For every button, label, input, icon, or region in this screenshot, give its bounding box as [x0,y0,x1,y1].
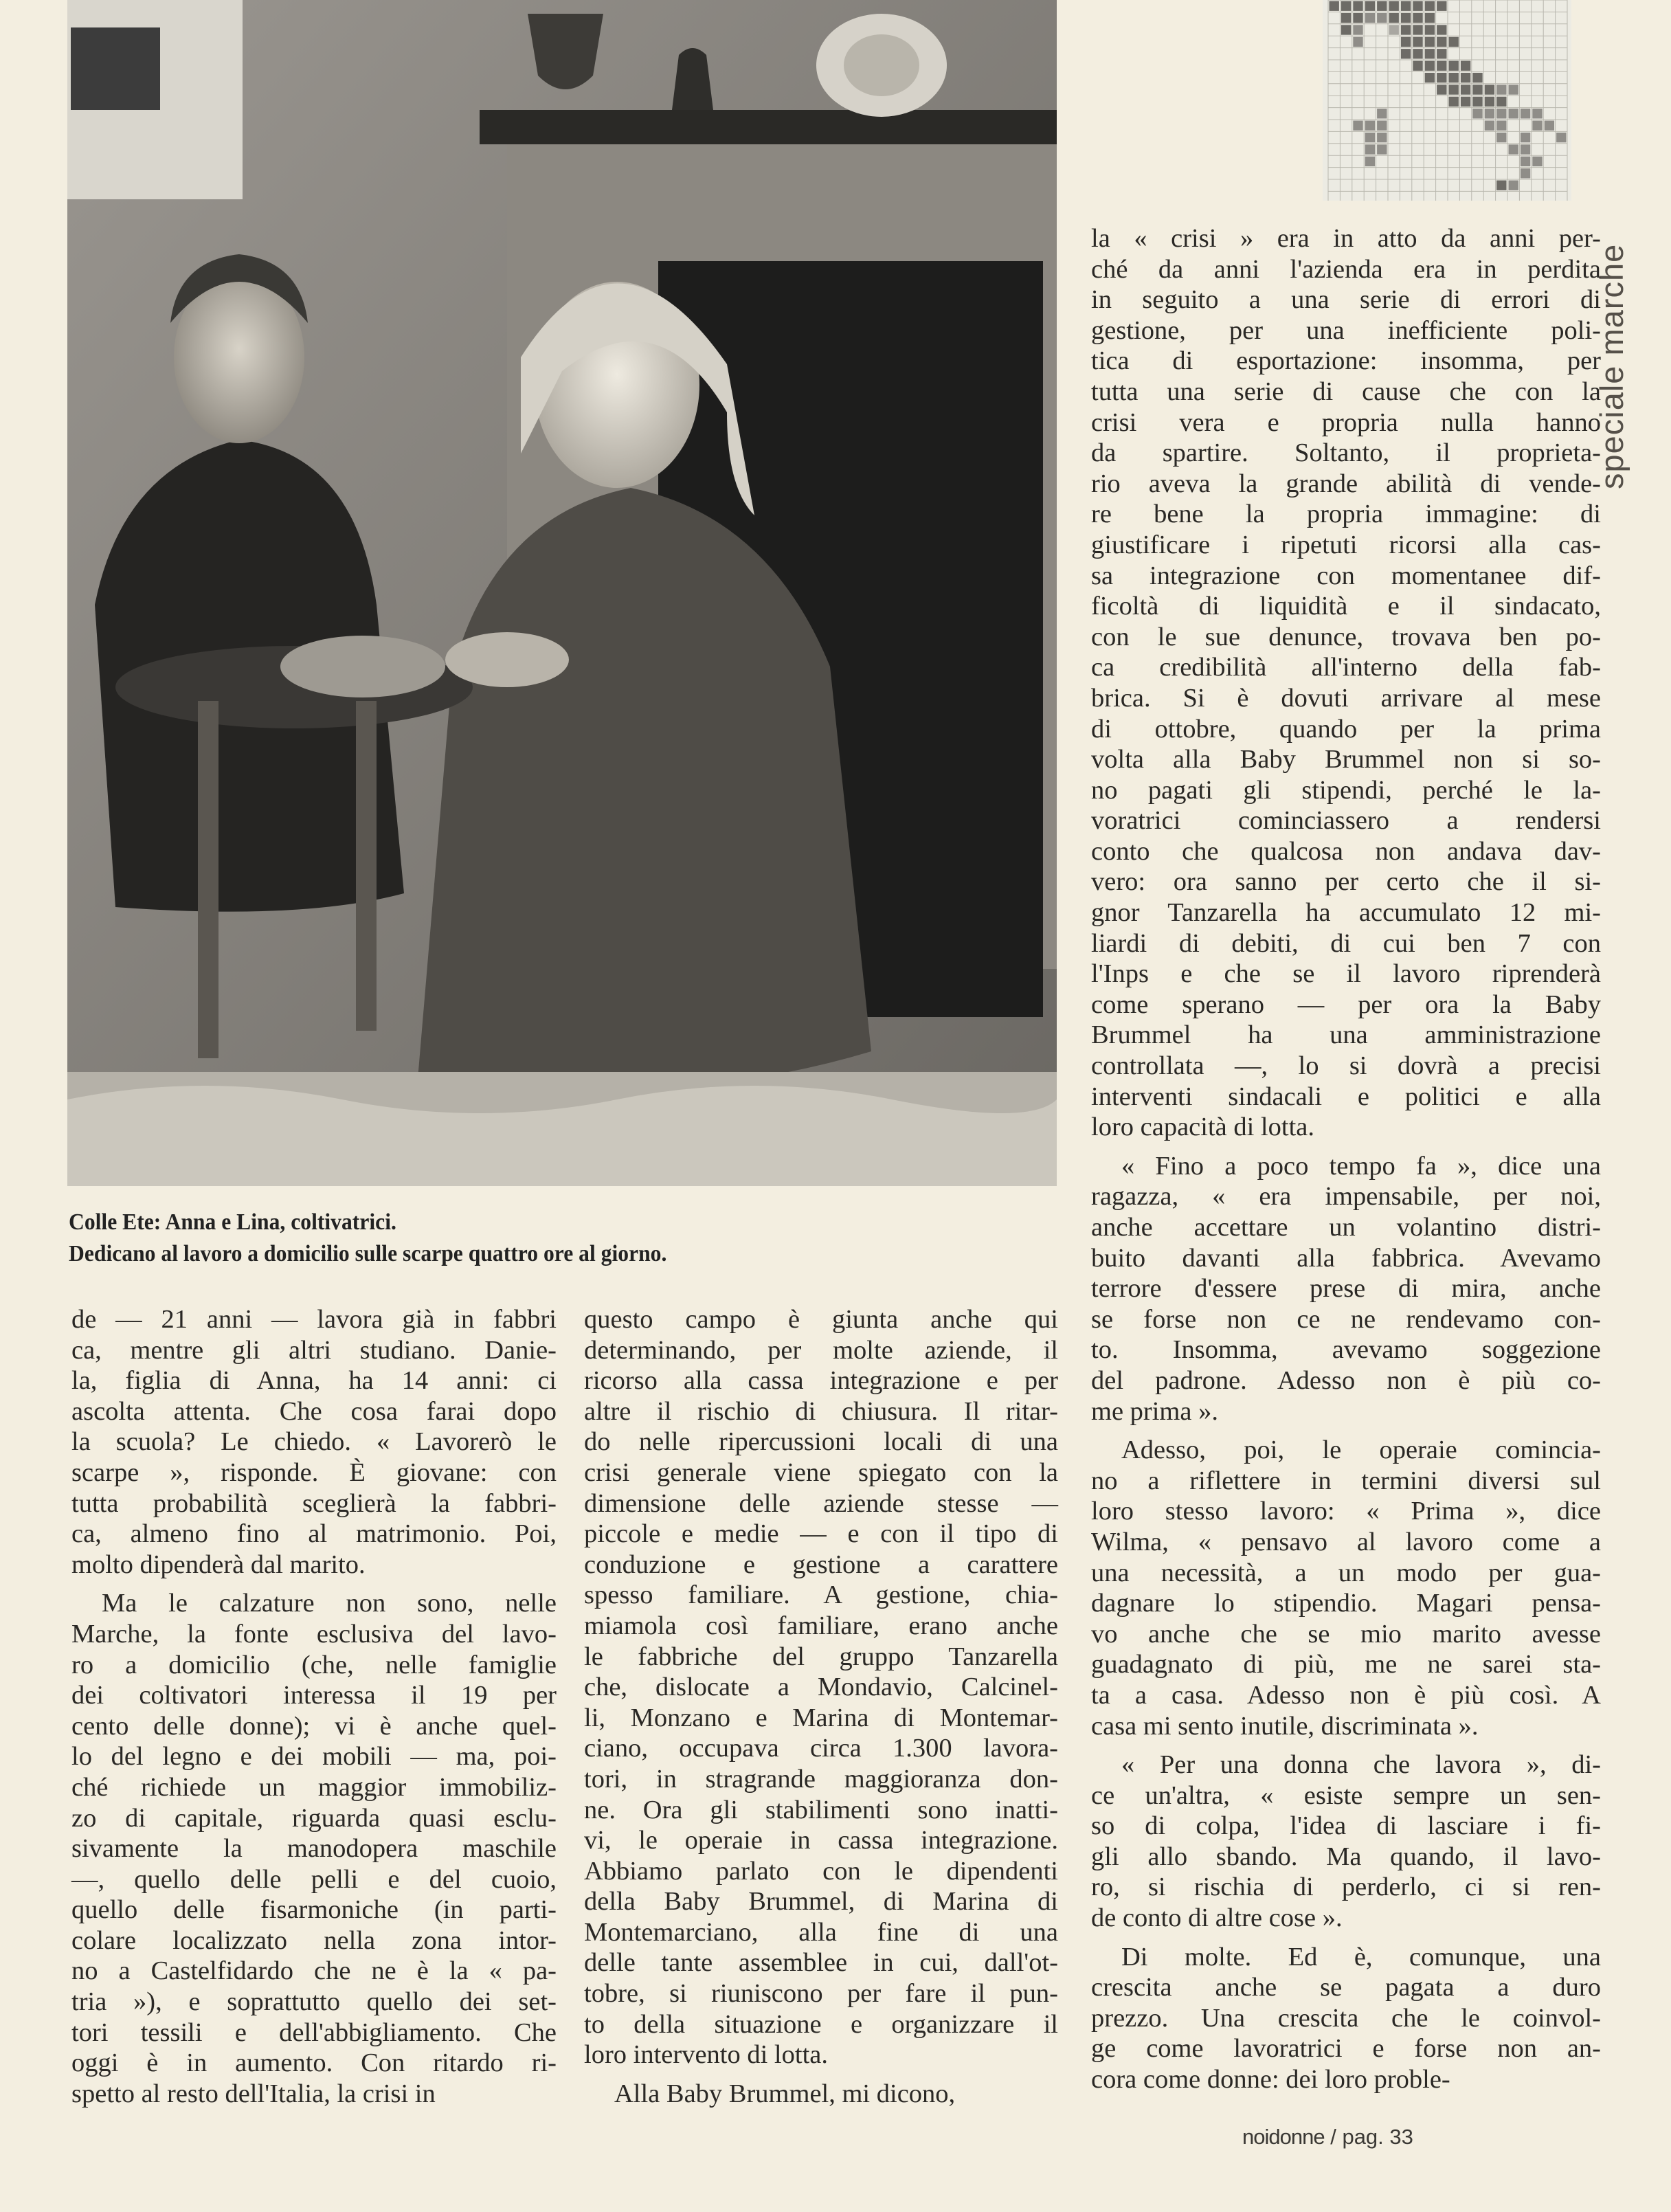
text-line: Di molte. Ed è, comunque, una [1121,1942,1601,1971]
map-cell [1437,73,1446,82]
map-cell [1461,61,1470,71]
map-cell [1413,49,1422,58]
text-line: ricorso alla cassa integrazione e per [584,1366,1058,1396]
paragraph-gap [584,2070,1058,2079]
map-cell [1377,1,1387,11]
text-line: ge come lavoratrici e forse non an- [1091,2034,1601,2064]
map-cell [1425,25,1435,34]
map-cell [1365,1,1375,11]
paragraph-gap [71,1580,557,1588]
text-line: guadagnato di più, me ne sarei sta- [1091,1650,1601,1679]
map-cell [1437,85,1446,94]
map-cell [1449,61,1459,71]
text-line: di ottobre, quando per la prima [1091,714,1601,744]
article-column-left [71,1304,557,2109]
text-line: se forse non ce ne rendevamo con- [1091,1304,1601,1334]
map-cell [1389,13,1399,23]
map-cell [1509,85,1518,94]
text-line: l'Inps e che se il lavoro riprenderà [1091,959,1601,989]
text-line: della Baby Brummel, di Marina di [584,1887,1058,1917]
text-line: sivamente la manodopera maschile [71,1834,557,1864]
text-line: terrore d'essere prese di mira, anche [1091,1274,1601,1304]
text-line: anche accettare un volantino distri- [1091,1213,1601,1242]
map-cell [1485,109,1494,118]
map-cell [1472,109,1482,118]
text-line: —, quello delle pelli e del cuoio, [71,1864,557,1894]
text-line: ca credibilità all'interno della fab- [1091,653,1601,682]
map-cell [1532,157,1542,166]
italy-grid-map [1323,0,1571,201]
text-line: la « crisi » era in atto da anni per- [1091,224,1601,253]
map-cell [1496,181,1506,190]
text-line: la, figlia di Anna, ha 14 anni: ci [71,1366,557,1396]
text-line: le fabbriche del gruppo Tanzarella [584,1642,1058,1671]
text-line: questo campo è giunta anche qui [584,1305,1058,1334]
map-cell [1521,133,1530,142]
map-cell [1413,13,1422,23]
text-line: Abbiamo parlato con le dipendenti [584,1856,1058,1886]
map-cell [1521,109,1530,118]
text-line: zo di capitale, riguarda quasi esclu- [71,1803,557,1833]
text-line: de — 21 anni — lavora già in fabbri [71,1305,557,1334]
map-cell [1532,121,1542,131]
photo-illustration [67,0,1057,1186]
map-cell [1401,37,1411,47]
text-line: to della situazione e organizzare il [584,2009,1058,2039]
text-line: dei coltivatori interessa il 19 per [71,1681,557,1710]
text-line: tria »), e soprattutto quello dei set- [71,1987,557,2017]
text-line: me prima ». [1091,1396,1218,1426]
map-cell [1401,1,1411,11]
text-line: voratrici cominciassero a rendersi [1091,806,1601,836]
map-cell [1437,37,1446,47]
map-cell [1449,73,1459,82]
map-cell [1341,13,1351,23]
map-cell [1401,25,1411,34]
map-cell [1353,1,1362,11]
map-cell [1437,49,1446,58]
text-line: vero: ora sanno per certo che il si- [1091,867,1601,897]
map-cell [1521,144,1530,154]
text-line: crisi vera e propria nulla hanno [1091,407,1601,437]
map-cell [1496,121,1506,131]
paragraph-gap [1091,1934,1601,1942]
photo-colle-ete-women [67,0,1057,1186]
map-cell [1365,121,1375,131]
map-cell [1353,37,1362,47]
map-cell [1365,13,1375,23]
text-line: no pagati gli stipendi, perché le la- [1091,775,1601,805]
text-line: ca, almeno fino al matrimonio. Poi, [71,1519,557,1549]
map-cell [1472,97,1482,107]
fireplace-mantel [480,110,1057,144]
map-cell [1389,25,1399,34]
map-cell [1461,73,1470,82]
text-line: gnor Tanzarella ha accumulato 12 mi- [1091,898,1601,928]
text-line: cora come donne: dei loro proble- [1091,2065,1450,2094]
text-line: re bene la propria immagine: di [1091,500,1601,529]
text-line: giustificare i ripetuti ricorsi alla cas- [1091,530,1601,559]
map-cell [1353,121,1362,131]
text-line: Brummel ha una amministrazione [1091,1020,1601,1050]
text-line: ché da anni l'azienda era in perdita [1091,254,1601,284]
paragraph-gap [1091,1741,1601,1750]
paragraph-gap [1091,1427,1601,1435]
text-line: no a Castelfidardo che ne è la « pa- [71,1956,557,1986]
text-line: come sperano — per ora la Baby [1091,990,1601,1019]
text-line: prezzo. Una crescita che le coinvol- [1091,2003,1601,2033]
map-cell [1413,1,1422,11]
text-line: controllata —, lo si dovrà a precisi [1091,1051,1601,1081]
text-line: liardi di debiti, di cui ben 7 con [1091,928,1601,958]
text-line: spesso familiare. A gestione, chia- [584,1580,1058,1610]
map-cell [1425,73,1435,82]
map-cell [1330,1,1339,11]
map-cell [1532,109,1542,118]
text-line: li, Monzano e Marina di Montemar- [584,1703,1058,1732]
text-line: ta a casa. Adesso non è più così. A [1091,1680,1601,1710]
map-cell [1509,109,1518,118]
map-cell [1413,61,1422,71]
map-cell [1425,37,1435,47]
text-line: con le sue denunce, trovava ben po- [1091,622,1601,651]
text-line: to. Insomma, avevamo soggezione [1091,1335,1601,1365]
text-line: de conto di altre cose ». [1091,1903,1343,1933]
map-cell [1461,97,1470,107]
text-line: ché richiede un maggior immobiliz- [71,1772,557,1802]
map-cell [1496,85,1506,94]
text-line: Marche, la fonte esclusiva del lavo- [71,1619,557,1649]
map-cell [1341,25,1351,34]
text-line: dagnare lo stipendio. Magari pensa- [1091,1589,1601,1618]
text-line: Adesso, poi, le operaie comincia- [1121,1435,1601,1465]
text-line: cento delle donne); vi è anche quel- [71,1711,557,1741]
text-line: rio aveva la grande abilità di vende- [1091,469,1601,498]
text-line: « Fino a poco tempo fa », dice una [1121,1151,1601,1181]
map-cell [1437,61,1446,71]
text-line: vo anche che se mio marito avesse [1091,1619,1601,1649]
map-cell [1413,37,1422,47]
photo-caption [69,1207,666,1270]
text-line: determinando, per molte aziende, il [584,1335,1058,1365]
map-cell [1425,61,1435,71]
text-line: loro stesso lavoro: « Prima », dice [1091,1497,1601,1526]
text-line: del padrone. Adesso non è più co- [1091,1365,1601,1395]
map-cell [1377,109,1387,118]
map-cell [1353,25,1362,34]
map-cell [1461,85,1470,94]
map-cell [1545,121,1554,131]
map-cell [1509,181,1518,190]
text-line: ne. Ora gli stabilimenti sono inatti- [584,1795,1058,1824]
text-line: tutta una serie di cause che con la [1091,377,1601,406]
text-line: dimensione delle aziende stesse — [584,1488,1058,1518]
text-line: ca, mentre gli altri studiano. Danie- [71,1335,557,1365]
text-line: da spartire. Soltanto, il proprieta- [1091,438,1601,468]
section-label-speciale-marche: speciale marche [1593,243,1630,489]
text-line: Wilma, « pensavo al lavoro come a [1091,1527,1601,1556]
text-line: no a riflettere in termini diversi sul [1091,1466,1601,1495]
caption-line-2: Dedicano al lavoro a domicilio sulle scarpe quattro ore al giorno. [69,1241,667,1266]
map-cell [1365,157,1375,166]
map-cell [1485,85,1494,94]
text-line: tori tessili e dell'abbigliamento. Che [71,2018,557,2047]
text-line: che, dislocate a Mondavio, Calcinel- [584,1673,1058,1702]
text-line: Alla Baby Brummel, mi dicono, [614,2079,956,2108]
map-cell [1485,97,1494,107]
text-line: scarpe », risponde. È giovane: con [71,1457,557,1487]
article-column-right [1091,223,1601,2095]
text-line: gestione, per una inefficiente poli- [1091,315,1601,345]
text-line: oggi è in aumento. Con ritardo ri- [71,2048,557,2078]
page-number: pag. 33 [1342,2125,1413,2149]
map-cell [1413,25,1422,34]
text-line: lo del legno e dei mobili — ma, poi- [71,1742,557,1772]
map-cell [1365,144,1375,154]
text-line: quello delle fisarmoniche (in parti- [71,1895,557,1925]
map-cell [1472,85,1482,94]
text-line: sa integrazione con momentanee dif- [1091,561,1601,590]
map-cell [1377,121,1387,131]
text-line: conduzione e gestione a carattere [584,1550,1058,1579]
map-cell [1496,133,1506,142]
map-cell [1496,109,1506,118]
map-cell [1401,49,1411,58]
text-line: casa mi sento inutile, discriminata ». [1091,1711,1479,1741]
text-line: tutta probabilità sceglierà la fabbri- [71,1488,557,1518]
map-cell [1472,73,1482,82]
map-cell [1377,13,1387,23]
article-column-middle [584,1304,1058,2109]
text-line: interventi sindacali e politici e alla [1091,1082,1601,1111]
map-cell [1485,121,1494,131]
text-line: una necessità, a un modo per gua- [1091,1558,1601,1587]
magazine-name: noidonne [1242,2125,1325,2149]
caption-line-1: Colle Ete: Anna e Lina, coltivatrici. [69,1209,396,1235]
text-line: Montemarciano, alla fine di una [584,1917,1058,1947]
map-cell [1425,49,1435,58]
text-line: tobre, si riuniscono per fare il pun- [584,1979,1058,2009]
text-line: crescita anche se pagata a duro [1091,1973,1601,2002]
text-line: altre il rischio di chiusura. Il ritar- [584,1396,1058,1426]
text-line: volta alla Baby Brummel non si so- [1091,745,1601,774]
text-line: ciano, occupava circa 1.300 lavora- [584,1734,1058,1763]
map-cell [1437,1,1446,11]
text-line: so di colpa, l'idea di lasciare i fi- [1091,1811,1601,1841]
paragraph-gap [1091,1143,1601,1151]
text-line: « Per una donna che lavora », di- [1121,1750,1601,1780]
text-line: ascolta attenta. Che cosa farai dopo [71,1396,557,1426]
text-line: do nelle ripercussioni locali di una [584,1427,1058,1457]
text-line: spetto al resto dell'Italia, la crisi in [71,2079,436,2108]
map-cell [1341,1,1351,11]
text-line: miamola così familiare, erano anche [584,1611,1058,1640]
text-line: ficoltà di liquidità e il sindacato, [1091,592,1601,621]
map-cell [1437,25,1446,34]
text-line: delle tante assemblee in cui, dall'ot- [584,1948,1058,1978]
text-line: crisi generale viene spiegato con la [584,1457,1058,1487]
map-cell [1365,133,1375,142]
text-line: buito davanti alla fabbrica. Avevamo [1091,1243,1601,1273]
text-line: Ma le calzature non sono, nelle [102,1589,557,1618]
map-cell [1449,37,1459,47]
italy-grid-map-graphic [1323,0,1571,201]
map-cell [1509,144,1518,154]
map-cell [1556,133,1566,142]
map-cell [1353,13,1362,23]
map-cell [1449,97,1459,107]
map-cell [1496,97,1506,107]
text-line: tori, in stragrande maggioranza don- [584,1764,1058,1794]
text-line: colare localizzato nella zona intor- [71,1925,557,1955]
text-line: in seguito a una serie di errori di [1091,285,1601,315]
map-cell [1389,1,1399,11]
text-line: ro a domicilio (che, nelle famiglie [71,1650,557,1679]
map-cell [1521,157,1530,166]
text-line: piccole e medie — e con il tipo di [584,1519,1058,1549]
map-cell [1425,1,1435,11]
map-cell [1377,133,1387,142]
map-cell [1425,13,1435,23]
text-line: ro, si rischia di perderlo, ci si ren- [1091,1873,1601,1902]
map-cell [1377,144,1387,154]
text-line: ragazza, « era impensabile, per noi, [1091,1182,1601,1211]
text-line: molto dipenderà dal marito. [71,1550,366,1579]
map-cell [1401,13,1411,23]
text-line: conto che qualcosa non andava dav- [1091,836,1601,866]
page-footer [1242,2125,1413,2149]
map-cell [1449,85,1459,94]
footer-separator: / [1330,2125,1336,2149]
text-line: gli allo sbando. Ma quando, il lavo- [1091,1842,1601,1871]
text-line: la scuola? Le chiedo. « Lavorerò le [71,1427,557,1457]
text-line: vi, le operaie in cassa integrazione. [584,1826,1058,1855]
text-line: loro capacità di lotta. [1091,1113,1314,1142]
map-cell [1521,168,1530,178]
text-line: ce un'altra, « esiste sempre un sen- [1091,1780,1601,1810]
text-line: tica di esportazione: insomma, per [1091,346,1601,376]
text-line: loro intervento di lotta. [584,2040,828,2070]
text-line: brica. Si è dovuti arrivare al mese [1091,683,1601,713]
